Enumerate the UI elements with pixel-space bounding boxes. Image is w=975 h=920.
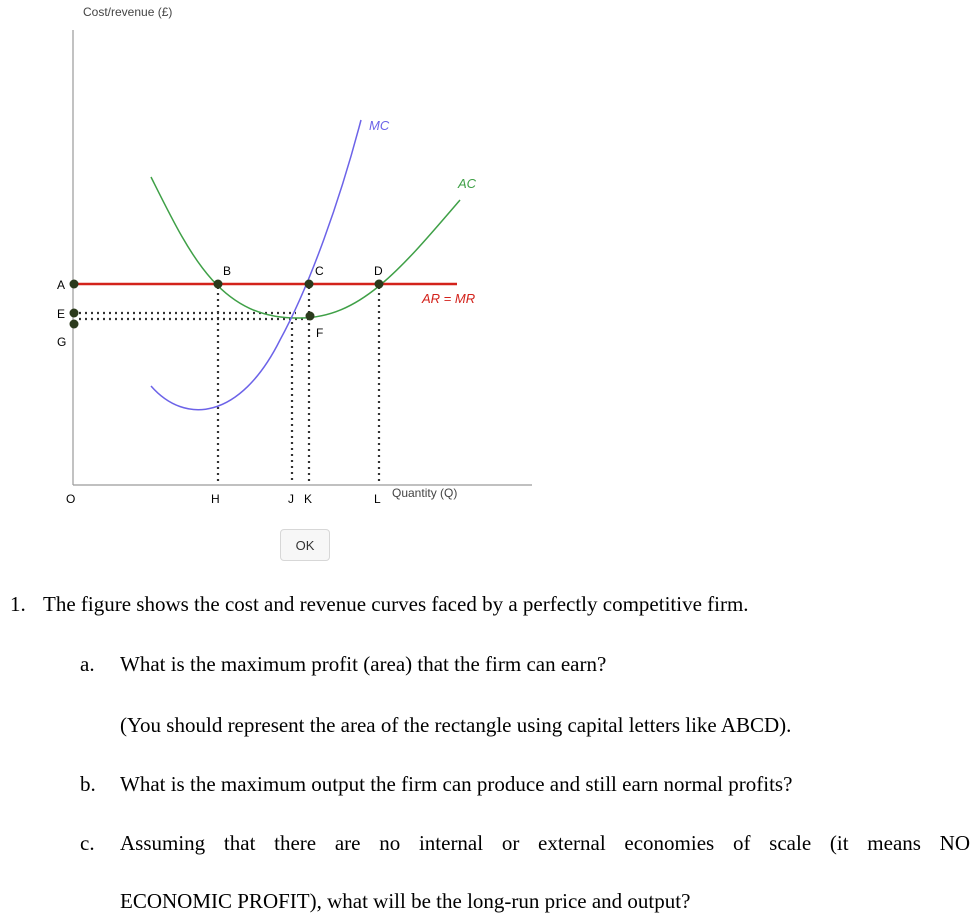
label-d: D: [374, 264, 383, 278]
mc-label: MC: [369, 118, 390, 133]
part-a-note: (You should represent the area of the rectangle using capital letters like ABCD).: [120, 713, 792, 737]
point-b: [214, 280, 223, 289]
part-c-continuation: ECONOMIC PROFIT), what will be the long-run price and output?: [120, 889, 691, 913]
point-g: [70, 320, 79, 329]
x-axis-label: Quantity (Q): [392, 486, 458, 500]
label-f: F: [316, 326, 324, 340]
part-c-label: c.: [80, 831, 95, 855]
point-e: [70, 309, 79, 318]
label-h: H: [211, 492, 220, 506]
ok-button[interactable]: OK: [280, 529, 330, 561]
label-a: A: [57, 278, 66, 292]
point-c: [305, 280, 314, 289]
label-o: O: [66, 492, 76, 506]
ac-curve: [151, 177, 460, 318]
label-c: C: [315, 264, 324, 278]
dotted-guides: [79, 287, 379, 482]
part-b-text: What is the maximum output the firm can produce and still earn normal profits?: [120, 772, 793, 796]
question-intro: The figure shows the cost and revenue curves faced by a perfectly competitive firm.: [43, 592, 749, 616]
label-g: G: [57, 335, 67, 349]
label-e: E: [57, 307, 66, 321]
ac-label: AC: [458, 176, 477, 191]
points: [70, 280, 384, 329]
part-a-text: What is the maximum profit (area) that the firm can earn?: [120, 652, 607, 676]
part-b-label: b.: [80, 772, 96, 796]
y-axis-label: Cost/revenue (£): [83, 5, 173, 19]
mc-curve: [151, 120, 361, 410]
ar-mr-label: AR = MR: [422, 291, 476, 306]
point-d: [375, 280, 384, 289]
label-l: L: [374, 492, 381, 506]
label-b: B: [223, 264, 232, 278]
label-j: J: [288, 492, 294, 506]
part-c-text: Assuming that there are no internal or external economies of scale (it means NO: [120, 831, 970, 855]
point-f: [306, 312, 315, 321]
question-number: 1.: [10, 592, 26, 616]
point-a: [70, 280, 79, 289]
part-a-label: a.: [80, 652, 95, 676]
label-k: K: [304, 492, 313, 506]
